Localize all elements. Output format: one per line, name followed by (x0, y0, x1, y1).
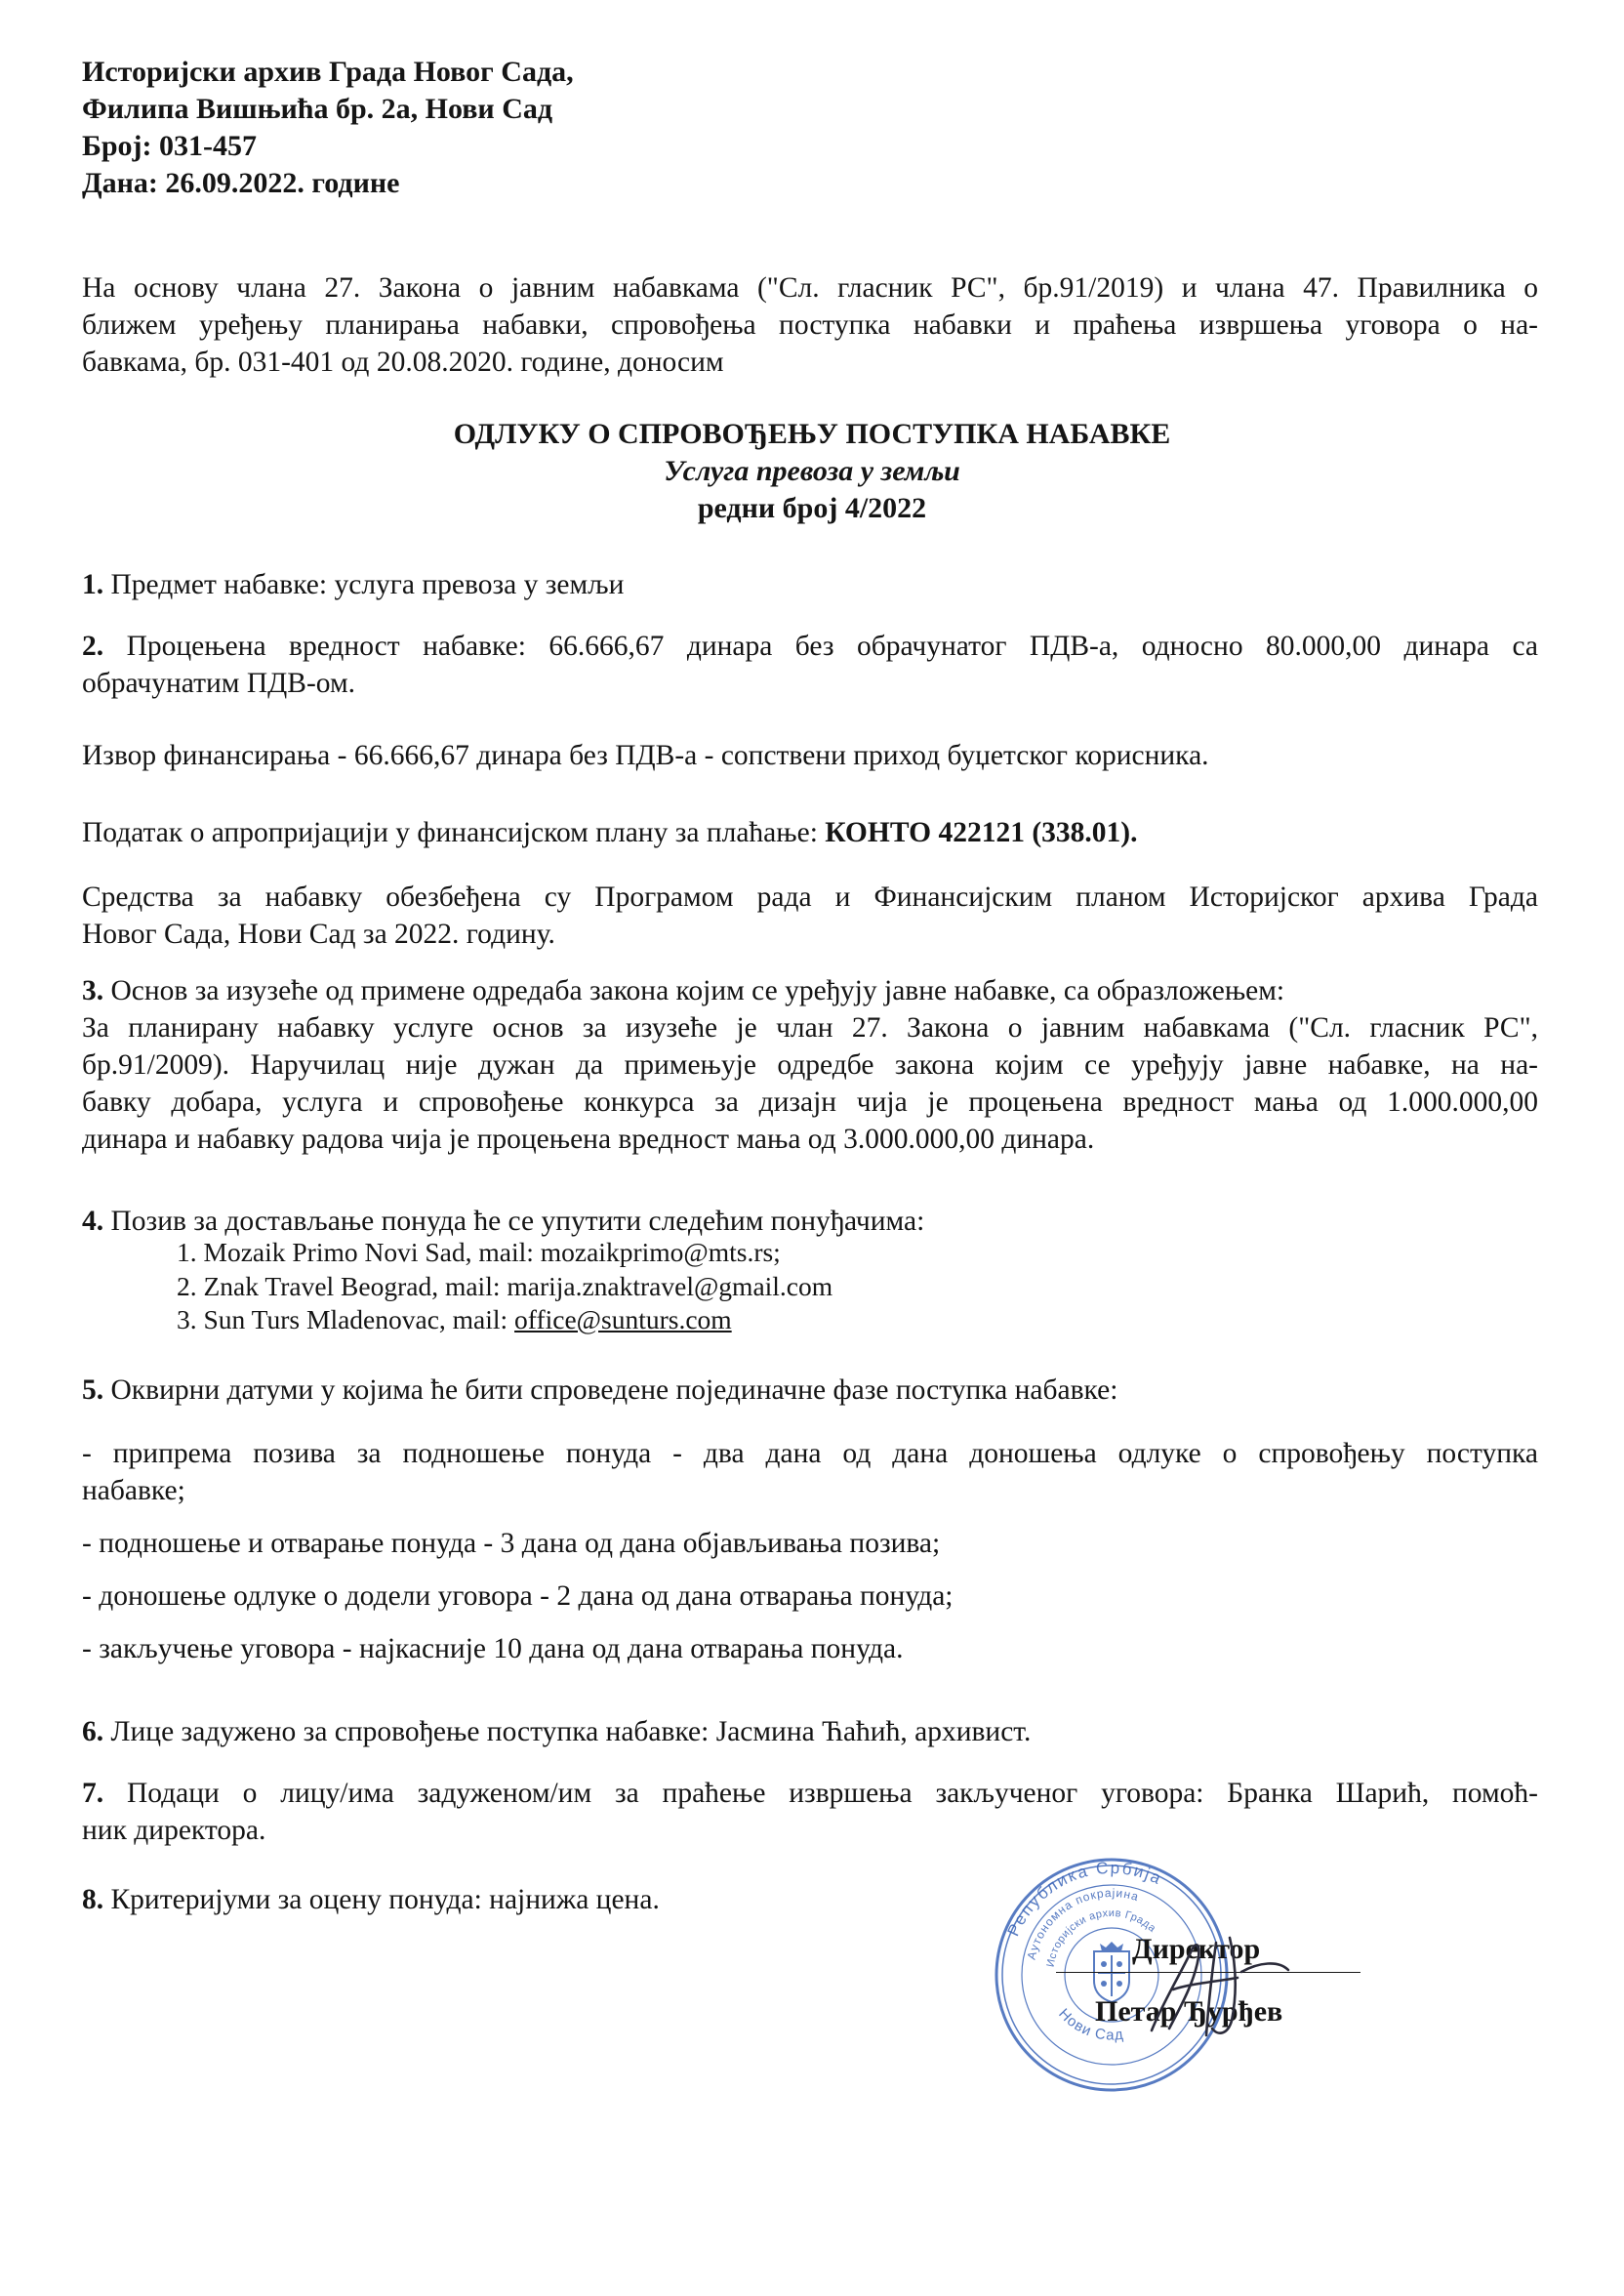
list-item: - закључење уговора - најкасније 10 дана од дана отварања понуда. (82, 1633, 904, 1664)
list-item: - доношење одлуке о додели уговора - 2 дана од дана отварања понуда; (82, 1580, 954, 1612)
list-item: 1. Mozaik Primo Novi Sad, mail: mozaikprimo@mts.rs; (177, 1237, 781, 1267)
list-item: - припрема позива за подношење понуда - два дана од дана доношења одлуке о спровођењу поступка набавке; (82, 1438, 1538, 1506)
document-number: Број: 031-457 (82, 130, 257, 162)
bidders-list (177, 1236, 832, 1337)
institution-name: Историјски архив Града Новог Сада, (82, 56, 574, 88)
account-code: КОНТО 422121 (338.01). (825, 817, 1138, 848)
section-7: 7. Подаци о лицу/има задуженом/им за праћење извршења закљученог уговора: Бранка Шарић, помоћ- ник директора. (82, 1778, 1538, 1846)
svg-text:Историјски архив Града: Историјски архив Града (1044, 1906, 1158, 1969)
handwritten-signature (1122, 1913, 1318, 2050)
decision-title (0, 416, 1624, 527)
svg-text:Нови Сад: Нови Сад (1055, 2005, 1125, 2044)
phases-list (82, 1435, 1538, 1683)
section-3: 3. Основ за изузеће од примене одредаба закона којим се уређују јавне набавке, са образложењем: За планирану набавку услуге основ за изузеће је члан 27. Закона о јавним набавкама ("Сл. гласник РС", бр.91/2009). Наручилац није дужан да примењује одредбе закона којим се уређују јавне набавке, на на- бавку добара, услуга и спровођење конкурса за дизајн чија је процењена вредност мања од 1.000.000,00 динара и набавку радова чија је процењена вредност мања од 3.000.000,00 динара. (82, 975, 1538, 1155)
list-item: 2. Znak Travel Beograd, mail: marija.znaktravel@gmail.com (177, 1270, 833, 1301)
section-8: 8. Критеријуми за оцену понуда: најнижа цена. (82, 1884, 660, 1915)
section-5: 5. Оквирни датуми у којима ће бити спроведене појединачне фазе поступка набавке: (82, 1374, 1118, 1406)
title-subtitle: Услуга превоза у земљи (664, 455, 960, 487)
list-item: 3. Sun Turs Mladenovac, mail: office@sunturs.com (177, 1304, 732, 1334)
email-link: office@sunturs.com (514, 1304, 732, 1334)
section-1: 1. Предмет набавке: услуга превоза у земљи (82, 569, 625, 600)
funds-paragraph: Средства за набавку обезбеђена су Програмом рада и Финансијским планом Историјског архива Града Новог Сада, Нови Сад за 2022. годину. (82, 882, 1538, 950)
list-item: - подношење и отварање понуда - 3 дана од дана објављивања позива; (82, 1528, 941, 1559)
document-header (82, 54, 574, 202)
signatory-title: Директор (1132, 1933, 1261, 1965)
section-2: 2. Процењена вредност набавке: 66.666,67 динара без обрачунатог ПДВ-а, односно 80.000,00 динара са обрачунатим ПДВ-ом. (82, 631, 1538, 699)
title-main: ОДЛУКУ О СПРОВОЂЕЊУ ПОСТУПКА НАБАВКЕ (453, 418, 1171, 450)
document-date: Дана: 26.09.2022. године (82, 167, 400, 199)
appropriation-info: Податак о апропријацији у финансијском плану за плаћање: КОНТО 422121 (338.01). (82, 817, 1138, 848)
section-4: 4. Позив за достављање понуда ће се упутити следећим понуђачима: (82, 1206, 925, 1237)
title-number: редни број 4/2022 (697, 492, 927, 524)
intro-paragraph: На основу члана 27. Закона о јавним набавкама ("Сл. гласник РС", бр.91/2019) и члана 47. Правилника о ближем уређењу планирања набавки, спровођења поступка набавки и праћења извршења уговора о на- бавкама, бр. 031-401 од 20.08.2020. године, доносим (82, 272, 1538, 378)
stamp-outer-text: Република Србија (1003, 1858, 1166, 1940)
institution-address: Филипа Вишњића бр. 2а, Нови Сад (82, 93, 553, 125)
section-6: 6. Лице задужено за спровођење поступка набавке: Јасмина Ћаћић, архивист. (82, 1716, 1032, 1747)
funding-source: Извор финансирања - 66.666,67 динара без ПДВ-а - сопствени приход буџетског корисника. (82, 740, 1209, 771)
svg-text:Аутономна покрајина: Аутономна покрајина (1024, 1885, 1141, 1961)
signatory-name: Петар Ђурђев (1095, 1995, 1283, 2028)
